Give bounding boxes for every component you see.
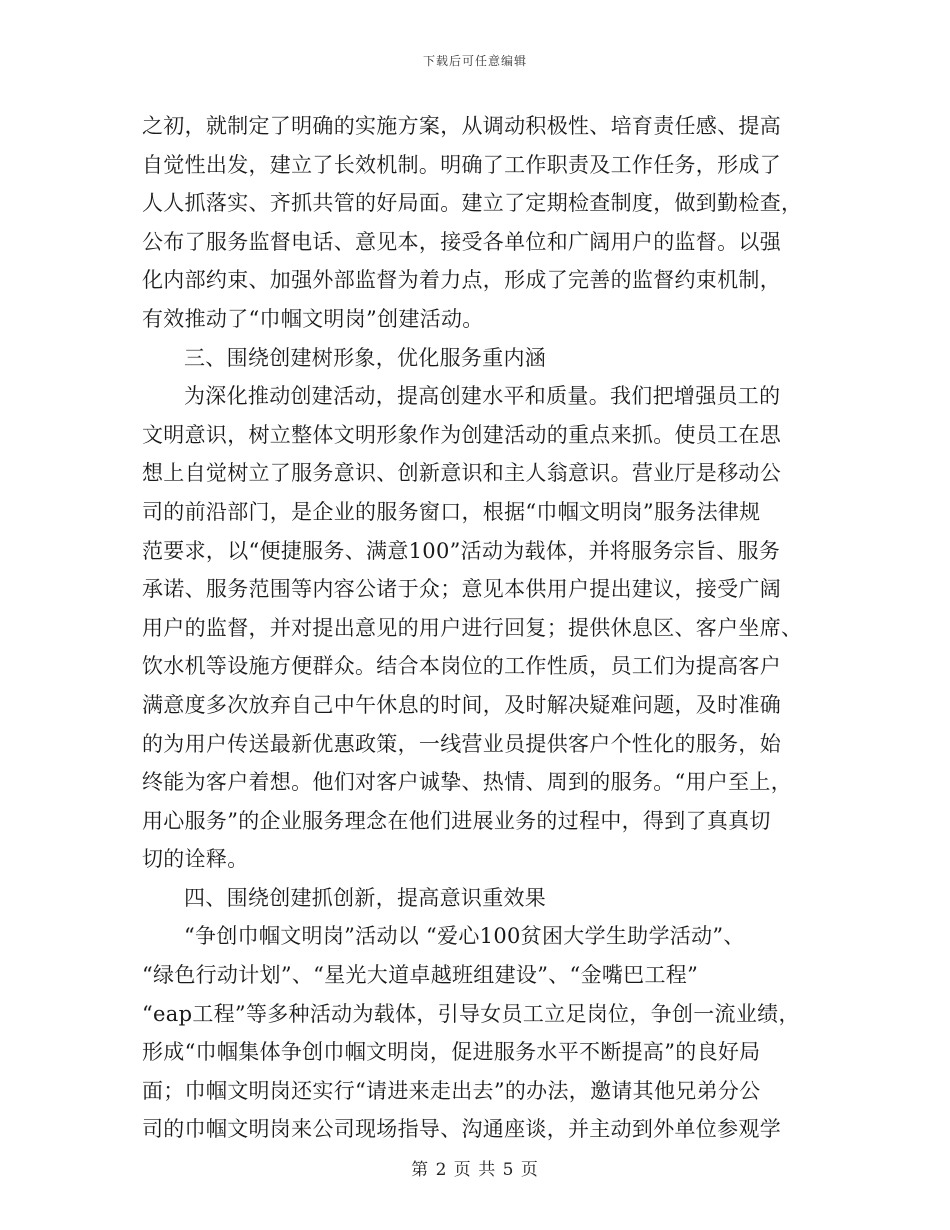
text-line: 形成“巾帼集体争创巾帼文明岗，促进服务水平不断提高”的良好局	[142, 1040, 761, 1065]
text-line: 文明意识，树立整体文明形象作为创建活动的重点来抓。使员工在思	[142, 422, 781, 447]
text-line: 司的巾帼文明岗来公司现场指导、沟通座谈，并主动到外单位参观学	[142, 1117, 781, 1142]
text-line: “绿色行动计划”、“星光大道卓越班组建设”、“金嘴巴工程”	[142, 963, 699, 988]
text-line: 司的前沿部门，是企业的服务窗口，根据“巾帼文明岗”服务法律规	[142, 499, 761, 524]
text-line: 的为用户传送最新优惠政策，一线营业员提供客户个性化的服务，始	[142, 731, 781, 756]
text-line: 公布了服务监督电话、意见本，接受各单位和广阔用户的监督。以强	[142, 229, 781, 254]
text-line: “争创巾帼文明岗”活动以 “爱心100贫困大学生助学活动”、	[184, 924, 745, 949]
text-line: 面；巾帼文明岗还实行“请进来走出去”的办法，邀请其他兄弟分公	[142, 1078, 761, 1103]
text-line: 化内部约束、加强外部监督为着力点，形成了完善的监督约束机制，	[142, 268, 781, 293]
text-line: 自觉性出发，建立了长效机制。明确了工作职责及工作任务，形成了	[142, 152, 781, 177]
text-line: 人人抓落实、齐抓共管的好局面。建立了定期检查制度，做到勤检查，	[142, 191, 803, 216]
text-line: 切的诠释。	[142, 847, 249, 872]
text-line: 满意度多次放弃自己中午休息的时间，及时解决疑难问题，及时准确	[142, 692, 781, 717]
page-header: 下载后可任意编辑	[422, 54, 527, 68]
text-line: 用户的监督，并对提出意见的用户进行回复；提供休息区、客户坐席、	[142, 615, 803, 640]
text-line: 为深化推动创建活动，提高创建水平和质量。我们把增强员工的	[184, 384, 781, 409]
text-line: 承诺、服务范围等内容公诸于众；意见本供用户提出建议，接受广阔	[142, 577, 781, 602]
text-line: 三、围绕创建树形象，优化服务重内涵	[184, 345, 547, 370]
text-line: 范要求，以“便捷服务、满意100”活动为载体，并将服务宗旨、服务	[142, 538, 781, 563]
document-body	[142, 107, 822, 1149]
text-line: 用心服务”的企业服务理念在他们进展业务的过程中，得到了真真切	[142, 808, 771, 833]
text-line: 饮水机等设施方便群众。结合本岗位的工作性质，员工们为提高客户	[142, 654, 781, 679]
text-line: 想上自觉树立了服务意识、创新意识和主人翁意识。营业厅是移动公	[142, 461, 781, 486]
text-line: 终能为客户着想。他们对客户诚挚、热情、周到的服务。“用户至上，	[142, 770, 793, 795]
page-footer: 第 2 页 共 5 页	[411, 1160, 539, 1180]
text-line: 有效推动了“巾帼文明岗”创建活动。	[142, 306, 484, 331]
text-line: 四、围绕创建抓创新，提高意识重效果	[184, 885, 547, 910]
text-line: “eap工程”等多种活动为载体，引导女员工立足岗位，争创一流业绩，	[142, 1001, 800, 1026]
text-line: 之初，就制定了明确的实施方案，从调动积极性、培育责任感、提高	[142, 114, 781, 138]
